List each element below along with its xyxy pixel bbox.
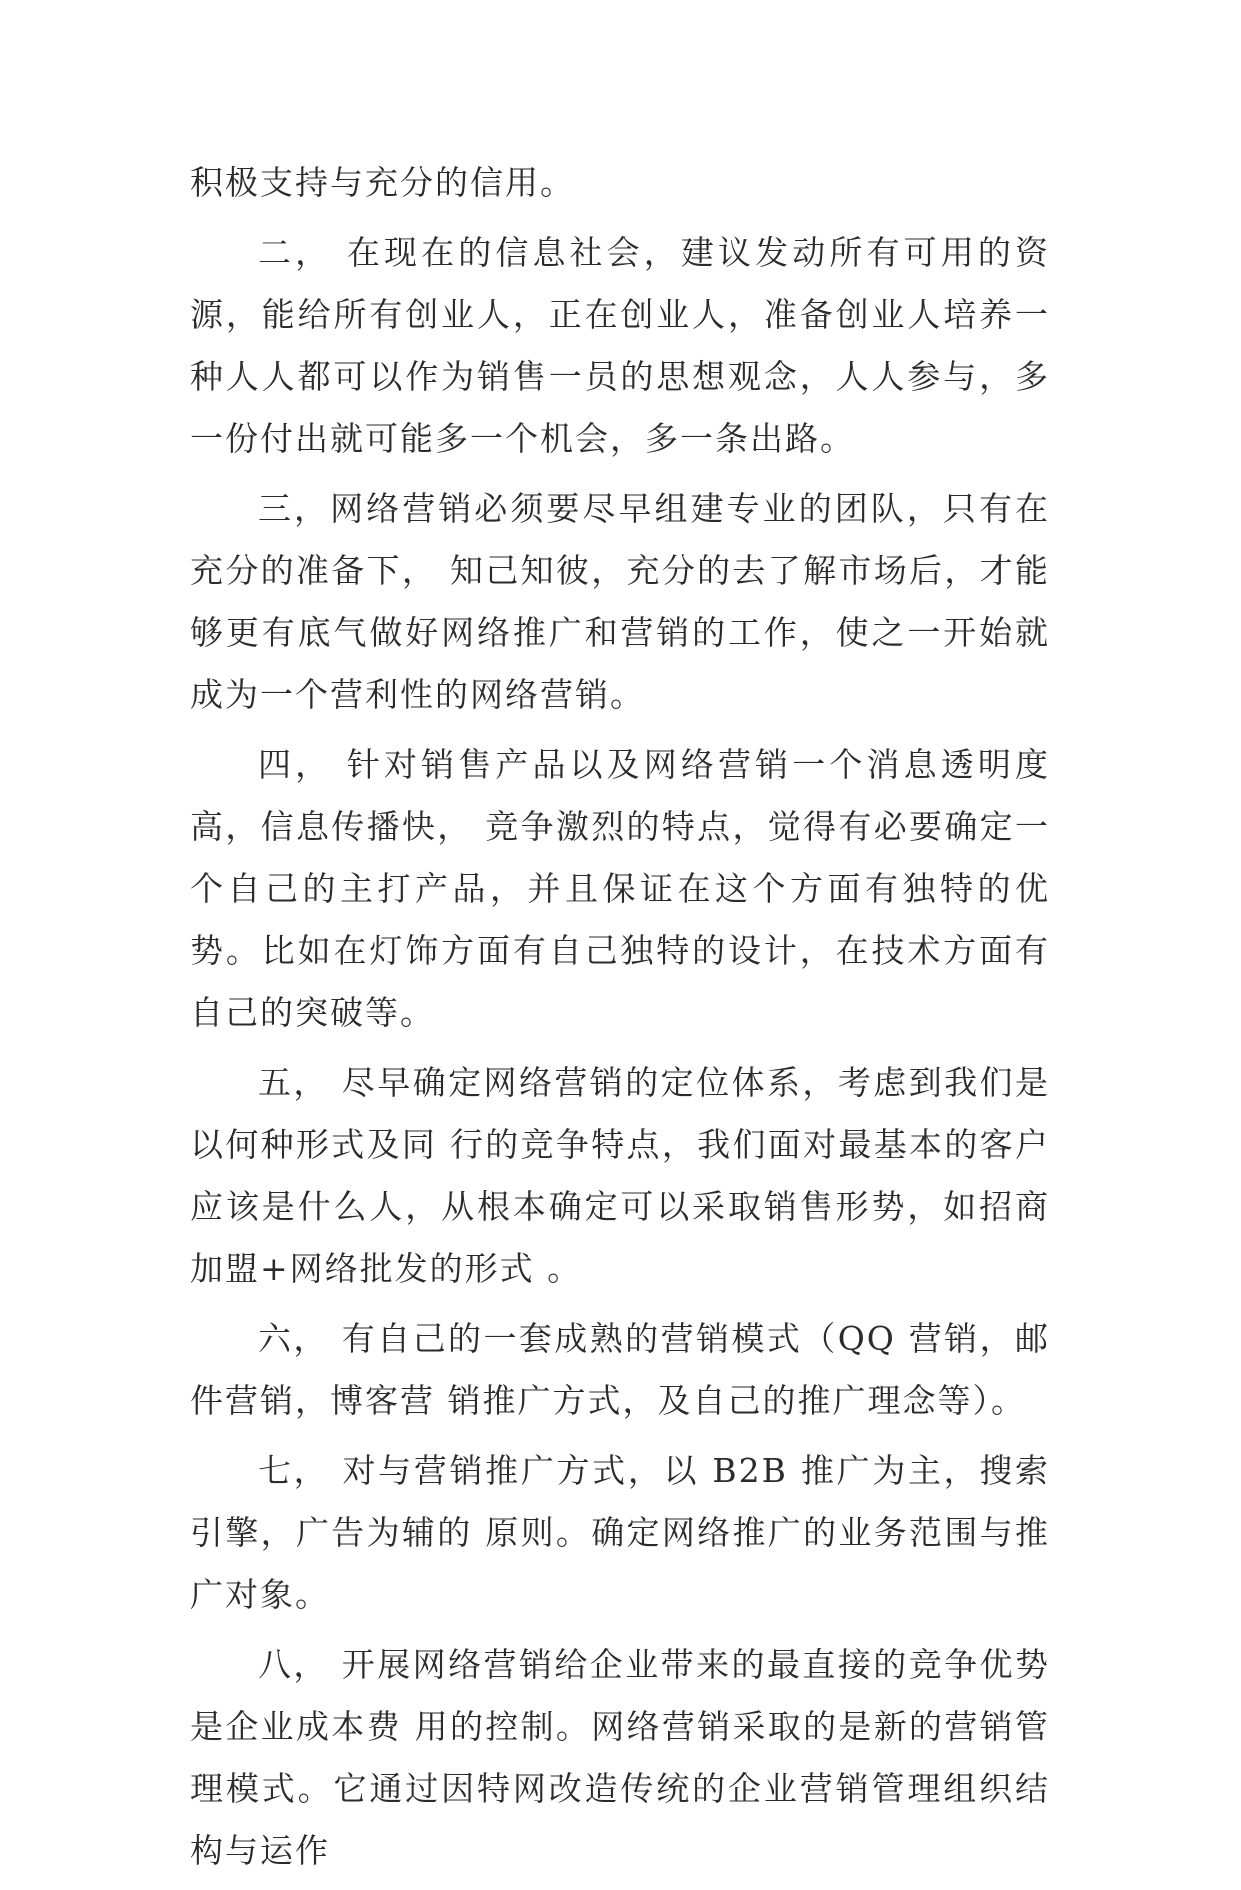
paragraph-8: 八， 开展网络营销给企业带来的最直接的竞争优势是企业成本费 用的控制。网络营销采取的是新的营销管理模式。它通过因特网改造传统的企业营销管理组织结构与运作 xyxy=(190,1645,1050,1870)
paragraph-7: 七， 对与营销推广方式，以 B2B 推广为主，搜索引擎，广告为辅的 原则。确定网络推广的业务范围与推广对象。 xyxy=(190,1451,1050,1614)
paragraph-5: 五， 尽早确定网络营销的定位体系，考虑到我们是以何种形式及同 行的竞争特点，我们面对最基本的客户应该是什么人，从根本确定可以采取销售形势，如招商加盟+网络批发的形式 。 xyxy=(190,1063,1050,1288)
document-body xyxy=(190,152,1050,1890)
paragraph-3: 三，网络营销必须要尽早组建专业的团队，只有在充分的准备下， 知己知彼，充分的去了解市场后，才能够更有底气做好网络推广和营销的工作，使之一开始就成为一个营利性的网络营销。 xyxy=(190,489,1050,714)
paragraph-2: 二， 在现在的信息社会，建议发动所有可用的资源，能给所有创业人，正在创业人，准备创业人培养一种人人都可以作为销售一员的思想观念，人人参与，多一份付出就可能多一个机会，多一条出路。 xyxy=(190,233,1050,458)
paragraph-1: 积极支持与充分的信用。 xyxy=(190,163,575,202)
paragraph-4: 四， 针对销售产品以及网络营销一个消息透明度高，信息传播快， 竞争激烈的特点，觉得有必要确定一个自己的主打产品，并且保证在这个方面有独特的优势。比如在灯饰方面有自己独特的设计，在技术方面有自己的突破等。 xyxy=(190,745,1050,1032)
paragraph-6: 六， 有自己的一套成熟的营销模式（QQ 营销，邮件营销，博客营 销推广方式，及自己的推广理念等）。 xyxy=(190,1319,1050,1420)
